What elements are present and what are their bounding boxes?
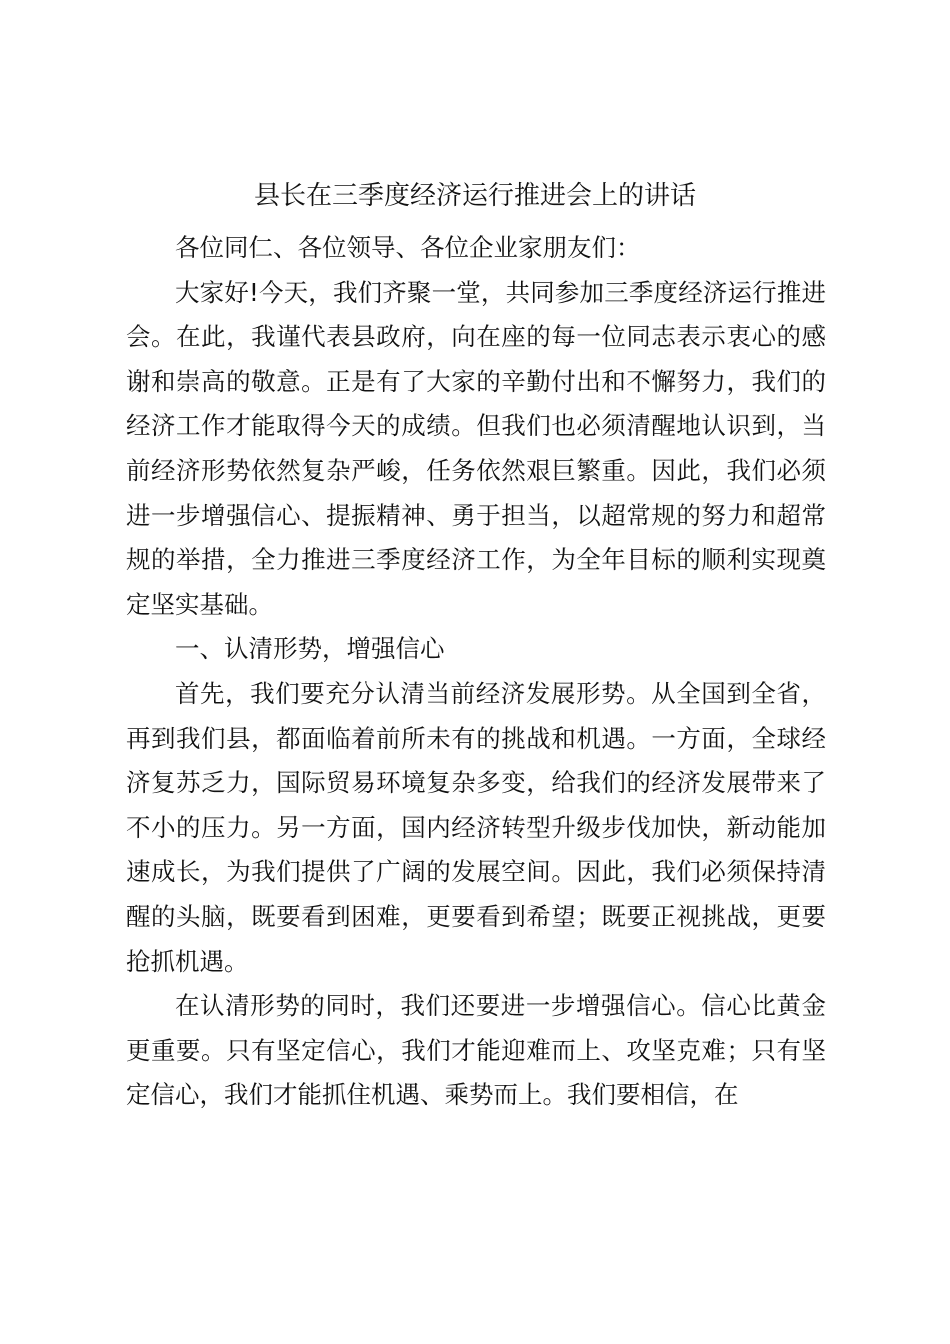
body-paragraph: 首先，我们要充分认清当前经济发展形势。从全国到全省，再到我们县，都面临着前所未有的挑战和机遇。一方面，全球经济复苏乏力，国际贸易环境复杂多变，给我们的经济发展带来了不小的压力。另一方面，国内经济转型升级步伐加快，新动能加速成长，为我们提供了广阔的发展空间。因此，我们必须保持清醒的头脑，既要看到困难，更要看到希望；既要正视挑战，更要抢抓机遇。 bbox=[126, 678, 826, 976]
document-body bbox=[126, 226, 826, 1118]
document-title: 县长在三季度经济运行推进会上的讲话 bbox=[253, 181, 696, 211]
section-heading: 一、认清形势，增强信心 bbox=[175, 634, 445, 664]
salutation: 各位同仁、各位领导、各位企业家朋友们： bbox=[175, 233, 641, 262]
body-paragraph: 大家好!今天，我们齐聚一堂，共同参加三季度经济运行推进会。在此，我谨代表县政府，向在座的每一位同志表示衷心的感谢和崇高的敬意。正是有了大家的辛勤付出和不懈努力，我们的经济工作才能取得今天的成绩。但我们也必须清醒地认识到，当前经济形势依然复杂严峻，任务依然艰巨繁重。因此，我们必须进一步增强信心、提振精神、勇于担当，以超常规的努力和超常规的举措，全力推进三季度经济工作，为全年目标的顺利实现奠定坚实基础。 bbox=[126, 277, 826, 619]
body-paragraph: 在认清形势的同时，我们还要进一步增强信心。信心比黄金更重要。只有坚定信心，我们才能迎难而上、攻坚克难；只有坚定信心，我们才能抓住机遇、乘势而上。我们要相信，在 bbox=[126, 991, 826, 1110]
